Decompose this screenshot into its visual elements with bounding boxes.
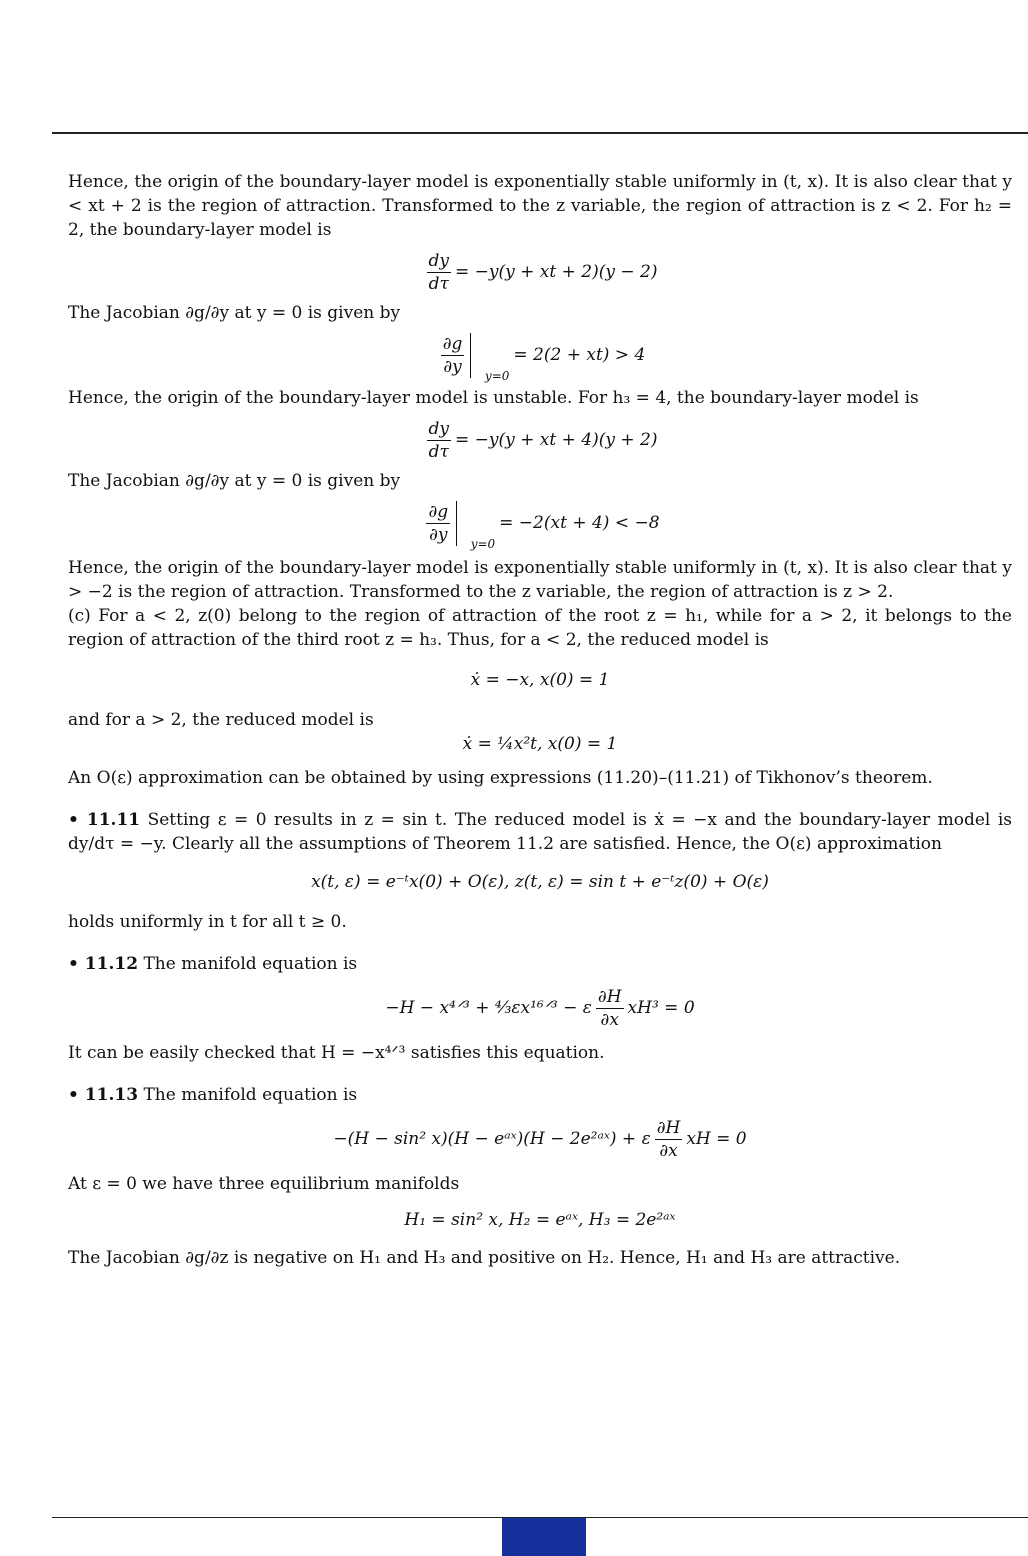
paragraph: An O(ε) approximation can be obtained by using expressions (11.20)–(11.21) of Tikhonov’s theorem. [68, 768, 933, 788]
equation-jacobian-h2: $\frac{\partial g}{\partial y}$ y=0 = 2(2 + xt) > 4 [442, 334, 646, 383]
exercise-number: • 11.11 [68, 810, 141, 830]
paragraph: Hence, the origin of the boundary-layer model is unstable. For h₃ = 4, the boundary-layer model is [68, 388, 919, 408]
fraction: $\frac{\partial g}{\partial y}$ [426, 501, 457, 546]
paragraph: The Jacobian ∂g/∂y at y = 0 is given by [68, 303, 401, 323]
top-rule [52, 132, 1028, 134]
paragraph: At ε = 0 we have three equilibrium manifolds [68, 1174, 460, 1194]
page-number-tab [502, 1518, 586, 1556]
exercise-11-13: • 11.13 The manifold equation is [68, 1085, 358, 1105]
equation-manifold-11-12: −H − x⁴ᐟ³ + ⁴⁄₃εx¹⁶ᐟ³ − ε $\frac{\partial H}{\partial x}$ xH³ = 0 [385, 987, 695, 1030]
paragraph: It can be easily checked that H = −x⁴ᐟ³ satisfies this equation. [68, 1043, 605, 1063]
equation-reduced-model-2: ẋ = ¼x²t, x(0) = 1 [462, 734, 618, 754]
fraction: $\frac{\partial H}{\partial x}$ [656, 1118, 681, 1161]
exercise-11-11: • 11.11 Setting ε = 0 results in z = sin t. The reduced model is ẋ = −x and the boundary-layer model is dy/dτ = −y. Clearly all the assumptions of Theorem 11.2 are satisfied. Hence, the O(ε) approximation [68, 810, 1012, 854]
equation-boundary-layer-h3: $\frac{dy}{d\tau}$ = −y(y + xt + 4)(y + 2) [428, 419, 658, 462]
exercise-number: • 11.12 [68, 954, 139, 974]
exercise-number: • 11.13 [68, 1085, 139, 1105]
evaluation-bar: $\frac{\partial g}{\partial y}$ y=0 [428, 502, 496, 551]
equation-reduced-model-1: ẋ = −x, x(0) = 1 [470, 670, 610, 690]
equation-boundary-layer-h2: $\frac{dy}{d\tau}$ = −y(y + xt + 2)(y − 2) [428, 251, 658, 294]
fraction: $\frac{dy}{d\tau}$ [428, 251, 450, 294]
paragraph: Hence, the origin of the boundary-layer model is exponentially stable uniformly in (t, x). It is also clear that y < xt + 2 is the region of attraction. Transformed to the z variable, the region of attraction is z < 2. For h₂ = 2, the boundary-layer model is [68, 172, 1012, 240]
paragraph: The Jacobian ∂g/∂z is negative on H₁ and H₃ and positive on H₂. Hence, H₁ and H₃ are attractive. [68, 1248, 901, 1268]
equation-approximation: x(t, ε) = e⁻ᵗx(0) + O(ε), z(t, ε) = sin t + e⁻ᵗz(0) + O(ε) [311, 872, 769, 892]
paragraph: (c) For a < 2, z(0) belong to the region of attraction of the root z = h₁, while for a > 2, it belongs to the region of attraction of the third root z = h₃. Thus, for a < 2, the reduced model is [68, 606, 1012, 650]
equation-jacobian-h3: $\frac{\partial g}{\partial y}$ y=0 = −2(xt + 4) < −8 [428, 502, 660, 551]
page-body [68, 170, 1012, 1270]
equation-equilibrium-manifolds: H₁ = sin² x, H₂ = eᵃˣ, H₃ = 2e²ᵃˣ [404, 1210, 676, 1230]
fraction: $\frac{\partial g}{\partial y}$ [441, 333, 472, 378]
paragraph: Hence, the origin of the boundary-layer model is exponentially stable uniformly in (t, x). It is also clear that y > −2 is the region of attraction. Transformed to the z variable, the region of attraction is z > 2. [68, 558, 1012, 602]
fraction: $\frac{dy}{d\tau}$ [428, 419, 450, 462]
equation-manifold-11-13: −(H − sin² x)(H − eᵃˣ)(H − 2e²ᵃˣ) + ε $\frac{\partial H}{\partial x}$ xH = 0 [333, 1118, 747, 1161]
paragraph: and for a > 2, the reduced model is [68, 710, 374, 730]
exercise-11-12: • 11.12 The manifold equation is [68, 954, 358, 974]
evaluation-bar: $\frac{\partial g}{\partial y}$ y=0 [442, 334, 510, 383]
fraction: $\frac{\partial H}{\partial x}$ [597, 987, 622, 1030]
paragraph: The Jacobian ∂g/∂y at y = 0 is given by [68, 471, 401, 491]
paragraph: holds uniformly in t for all t ≥ 0. [68, 912, 347, 932]
